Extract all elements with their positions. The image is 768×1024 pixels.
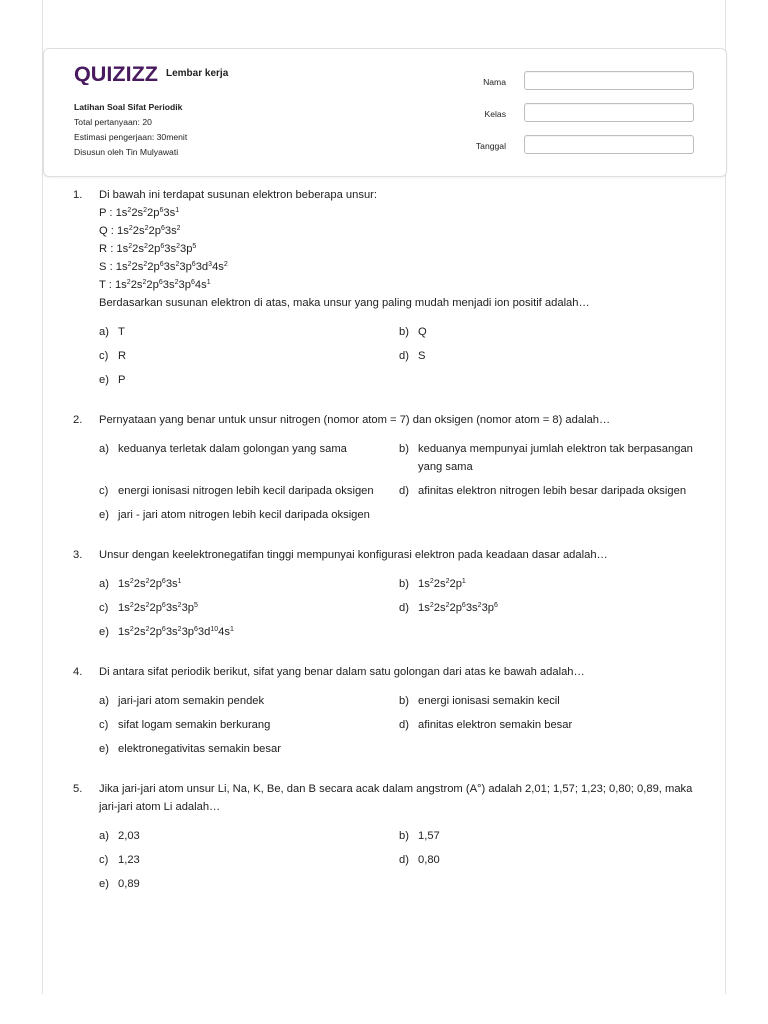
superscript: 2 (445, 578, 450, 585)
text-run: 3p (179, 243, 193, 255)
text-run: T : 1s (99, 279, 127, 291)
text-run: afinitas elektron semakin besar (418, 719, 573, 731)
option-letter: c) (99, 350, 109, 362)
option-text (118, 323, 399, 341)
question-number: 5. (73, 783, 83, 795)
class-field-row (464, 101, 696, 133)
text-run: elektronegativitas semakin besar (118, 743, 281, 755)
author: Disusun oleh Tin Mulyawati (74, 147, 179, 157)
text-run: keduanya mempunyai jumlah elektron tak berpasangan yang sama (418, 443, 693, 473)
superscript: 5 (192, 243, 197, 250)
superscript: 6 (158, 279, 163, 286)
text-run: 3s (163, 261, 176, 273)
answer-option[interactable] (99, 716, 399, 734)
text-run: 2p (449, 602, 462, 614)
total-questions: Total pertanyaan: 20 (74, 117, 152, 127)
text-run: Q : 1s (99, 225, 129, 237)
text-run: sifat logam semakin berkurang (118, 719, 271, 731)
text-run: energi ionisasi nitrogen lebih kecil daripada oksigen (118, 485, 374, 497)
worksheet-meta (74, 100, 187, 160)
text-run: 3p (179, 261, 192, 273)
superscript: 1 (206, 279, 211, 286)
superscript: 6 (161, 602, 166, 609)
superscript: 2 (127, 207, 132, 214)
superscript: 10 (210, 626, 219, 633)
superscript: 2 (129, 578, 134, 585)
text-run: 2p (148, 225, 161, 237)
answer-option[interactable] (99, 347, 399, 365)
option-letter: e) (99, 374, 109, 386)
superscript: 2 (128, 243, 133, 250)
superscript: 2 (429, 602, 434, 609)
text-run: 3p (181, 626, 195, 638)
question-5 (73, 780, 703, 893)
superscript: 6 (159, 207, 164, 214)
option-text (118, 851, 399, 869)
text-run: 2s (131, 207, 144, 219)
option-letter: d) (399, 719, 409, 731)
text-run: 2p (149, 626, 162, 638)
superscript: 2 (177, 626, 182, 633)
question-line (99, 186, 703, 204)
option-text (118, 482, 399, 500)
question-list (73, 186, 703, 915)
text-run: 2p (146, 279, 159, 291)
answer-options (99, 692, 703, 758)
text-run: energi ionisasi semakin kecil (418, 695, 560, 707)
superscript: 2 (175, 261, 180, 268)
answer-options (99, 323, 703, 389)
option-letter: a) (99, 326, 109, 338)
text-run: Q (418, 326, 427, 338)
text-run: 2p (449, 578, 462, 590)
question-text (99, 546, 703, 564)
text-run: 2s (133, 626, 146, 638)
superscript: 2 (429, 578, 434, 585)
option-letter: d) (399, 485, 409, 497)
text-run: P : 1s (99, 207, 128, 219)
option-text (118, 875, 399, 893)
text-run: 0,80 (418, 854, 440, 866)
answer-option[interactable] (99, 440, 399, 476)
text-run: R (118, 350, 127, 362)
option-text (418, 692, 699, 710)
superscript: 6 (161, 578, 166, 585)
superscript: 2 (129, 602, 134, 609)
answer-option[interactable] (399, 482, 699, 500)
text-run: jari-jari atom semakin pendek (118, 695, 265, 707)
option-letter: e) (99, 878, 109, 890)
text-run: P (118, 374, 126, 386)
superscript: 2 (145, 626, 150, 633)
question-line (99, 276, 703, 294)
answer-option[interactable] (399, 323, 699, 341)
question-line (99, 204, 703, 222)
text-run: 2p (147, 261, 160, 273)
option-letter: c) (99, 854, 109, 866)
superscript: 1 (175, 207, 180, 214)
option-letter: c) (99, 719, 109, 731)
estimated-time: Estimasi pengerjaan: 30menit (74, 132, 188, 142)
answer-options (99, 827, 703, 893)
option-letter: c) (99, 485, 109, 497)
text-run: Di antara sifat periodik berikut, sifat yang benar dalam satu golongan dari atas ke bawah adalah… (99, 666, 585, 678)
date-label: Tanggal (475, 141, 506, 151)
option-letter: e) (99, 743, 109, 755)
text-run: 3s (164, 225, 177, 237)
text-run: 3p (481, 602, 495, 614)
superscript: 6 (160, 243, 165, 250)
superscript: 6 (159, 261, 164, 268)
question-text (99, 663, 703, 681)
answer-option[interactable] (399, 440, 699, 476)
worksheet-header (43, 48, 727, 177)
answer-option[interactable] (399, 347, 699, 365)
question-text (99, 780, 703, 816)
answer-option[interactable] (99, 623, 399, 641)
question-line (99, 222, 703, 240)
text-run: T (118, 326, 125, 338)
superscript: 1 (177, 578, 182, 585)
option-text (418, 851, 699, 869)
text-run: 3s (162, 279, 175, 291)
text-run: jari - jari atom nitrogen lebih kecil daripada oksigen (118, 509, 370, 521)
question-stem (73, 663, 703, 681)
text-run: 2s (133, 602, 146, 614)
question-line (99, 663, 703, 681)
text-run: 3s (165, 602, 178, 614)
answer-option[interactable] (99, 575, 399, 593)
option-text (118, 506, 399, 524)
text-run: Berdasarkan susunan elektron di atas, maka unsur yang paling mudah menjadi ion positif adalah… (99, 297, 590, 309)
option-text (418, 347, 699, 365)
quizizz-logo (74, 63, 160, 85)
text-run: 1,23 (118, 854, 140, 866)
name-input[interactable] (524, 71, 694, 90)
option-text (118, 575, 399, 593)
option-letter: d) (399, 602, 409, 614)
question-line (99, 411, 703, 429)
worksheet-type: Lembar kerja (166, 67, 229, 79)
option-letter: d) (399, 350, 409, 362)
text-run: 3d (195, 261, 209, 273)
question-line (99, 258, 703, 276)
text-run: Di bawah ini terdapat susunan elektron beberapa unsur: (99, 189, 378, 201)
question-number: 4. (73, 666, 83, 678)
text-run: 2p (147, 207, 160, 219)
text-run: 2s (132, 225, 145, 237)
question-line (99, 546, 703, 564)
svg-text:QUIZIZZ: QUIZIZZ (74, 63, 159, 85)
option-text (118, 371, 399, 389)
text-run: 1s (418, 578, 430, 590)
text-run: 2p (149, 578, 162, 590)
answer-option[interactable] (99, 371, 399, 389)
text-run: 1s (118, 626, 130, 638)
class-input[interactable] (524, 103, 694, 122)
option-letter: e) (99, 509, 109, 521)
superscript: 3 (208, 261, 213, 268)
answer-option[interactable] (99, 851, 399, 869)
text-run: 3s (164, 243, 177, 255)
option-text (118, 347, 399, 365)
option-letter: b) (399, 695, 409, 707)
text-run: Unsur dengan keelektronegatifan tinggi mempunyai konfigurasi elektron pada keadaan dasar adalah… (99, 549, 608, 561)
text-run: 3s (165, 626, 178, 638)
answer-option[interactable] (399, 599, 699, 617)
superscript: 2 (477, 602, 482, 609)
text-run: 3s (465, 602, 478, 614)
option-text (118, 740, 399, 758)
text-run: 1s (118, 602, 130, 614)
option-text (418, 599, 699, 617)
option-text (418, 716, 699, 734)
superscript: 1 (461, 578, 466, 585)
date-field-row (464, 133, 696, 165)
question-number: 3. (73, 549, 83, 561)
question-number: 1. (73, 189, 83, 201)
text-run: afinitas elektron nitrogen lebih besar daripada oksigen (418, 485, 687, 497)
answer-options (99, 575, 703, 641)
question-4 (73, 663, 703, 758)
superscript: 2 (129, 626, 134, 633)
text-run: 2s (132, 243, 144, 255)
question-line (99, 240, 703, 258)
answer-option[interactable] (399, 851, 699, 869)
answer-option[interactable] (99, 482, 399, 500)
question-paragraph: Jika jari-jari atom unsur Li, Na, K, Be, dan B secara acak dalam angstrom (A°) adalah 2,01; 1,57; 1,23; 0,80; 0,89, maka jari-jari atom Li adalah… (99, 783, 693, 813)
worksheet-title: Latihan Soal Sifat Periodik (74, 102, 183, 112)
answer-option[interactable] (99, 827, 399, 845)
superscript: 6 (191, 261, 196, 268)
answer-option[interactable] (99, 323, 399, 341)
question-stem (73, 780, 703, 816)
superscript: 2 (145, 602, 150, 609)
text-run: 1s (118, 578, 130, 590)
superscript: 2 (144, 225, 149, 232)
text-run: R : 1s (99, 243, 129, 255)
question-text (99, 411, 703, 429)
text-run: 2s (433, 578, 446, 590)
superscript: 2 (143, 261, 148, 268)
text-run: 2s (433, 602, 446, 614)
superscript: 2 (127, 261, 132, 268)
date-input[interactable] (524, 135, 694, 154)
text-run: 2s (130, 279, 143, 291)
class-label: Kelas (484, 109, 506, 119)
superscript: 1 (230, 626, 234, 633)
option-letter: c) (99, 602, 109, 614)
option-letter: a) (99, 578, 109, 590)
superscript: 2 (177, 602, 182, 609)
option-text (418, 575, 699, 593)
question-1 (73, 186, 703, 389)
superscript: 2 (143, 207, 148, 214)
superscript: 2 (176, 225, 181, 232)
answer-option[interactable] (399, 827, 699, 845)
text-run: 2s (131, 261, 144, 273)
text-run: 1s (418, 602, 430, 614)
text-run: 1,57 (418, 830, 440, 842)
text-run: 4s (212, 261, 224, 273)
answer-option[interactable] (99, 875, 399, 893)
option-letter: b) (399, 326, 409, 338)
option-text (418, 482, 699, 500)
text-run: keduanya terletak dalam golongan yang sama (118, 443, 347, 455)
option-text (118, 623, 399, 641)
superscript: 2 (174, 279, 179, 286)
question-2 (73, 411, 703, 524)
option-letter: b) (399, 830, 409, 842)
text-run: 3p (178, 279, 191, 291)
option-letter: e) (99, 626, 109, 638)
text-run: 4s (218, 626, 230, 638)
brand (74, 63, 228, 85)
superscript: 2 (128, 225, 133, 232)
answer-options (99, 440, 703, 524)
answer-option[interactable] (399, 716, 699, 734)
superscript: 6 (190, 279, 195, 286)
answer-option[interactable] (99, 506, 399, 524)
superscript: 2 (143, 243, 148, 250)
name-field-row (464, 69, 696, 101)
question-stem (73, 411, 703, 429)
superscript: 2 (445, 602, 450, 609)
text-run: 0,89 (118, 878, 140, 890)
question-stem (73, 186, 703, 312)
text-run: 3s (163, 207, 176, 219)
question-3 (73, 546, 703, 641)
question-text (99, 186, 703, 312)
student-fields (464, 69, 696, 165)
text-run: S (418, 350, 426, 362)
text-run: 2p (147, 243, 161, 255)
text-run: 2s (133, 578, 146, 590)
answer-option[interactable] (399, 575, 699, 593)
text-run: 2p (149, 602, 162, 614)
question-number: 2. (73, 414, 83, 426)
superscript: 2 (145, 578, 150, 585)
text-run: S : 1s (99, 261, 128, 273)
option-text (118, 827, 399, 845)
option-text (118, 716, 399, 734)
superscript: 2 (176, 243, 180, 250)
superscript: 6 (194, 626, 198, 633)
superscript: 2 (142, 279, 147, 286)
superscript: 2 (223, 261, 228, 268)
text-run: Pernyataan yang benar untuk unsur nitrogen (nomor atom = 7) dan oksigen (nomor atom = 8) adalah… (99, 414, 611, 426)
option-letter: a) (99, 695, 109, 707)
option-text (118, 599, 399, 617)
text-run: 3d (197, 626, 211, 638)
question-line (99, 294, 703, 312)
superscript: 2 (126, 279, 131, 286)
answer-option[interactable] (99, 740, 399, 758)
superscript: 6 (160, 225, 165, 232)
text-run: 3s (165, 578, 178, 590)
option-letter: b) (399, 578, 409, 590)
option-text (418, 827, 699, 845)
name-label: Nama (483, 77, 506, 87)
option-text (118, 692, 399, 710)
option-letter: a) (99, 443, 109, 455)
text-run: 4s (194, 279, 207, 291)
option-letter: a) (99, 830, 109, 842)
answer-option[interactable] (399, 692, 699, 710)
superscript: 6 (161, 626, 166, 633)
superscript: 6 (494, 602, 498, 609)
option-letter: d) (399, 854, 409, 866)
question-stem (73, 546, 703, 564)
superscript: 5 (194, 602, 198, 609)
option-text (418, 440, 699, 476)
option-text (118, 440, 399, 476)
option-letter: b) (399, 443, 409, 455)
superscript: 6 (461, 602, 466, 609)
answer-option[interactable] (99, 599, 399, 617)
option-text (418, 323, 699, 341)
text-run: 2,03 (118, 830, 140, 842)
text-run: 3p (181, 602, 195, 614)
answer-option[interactable] (99, 692, 399, 710)
